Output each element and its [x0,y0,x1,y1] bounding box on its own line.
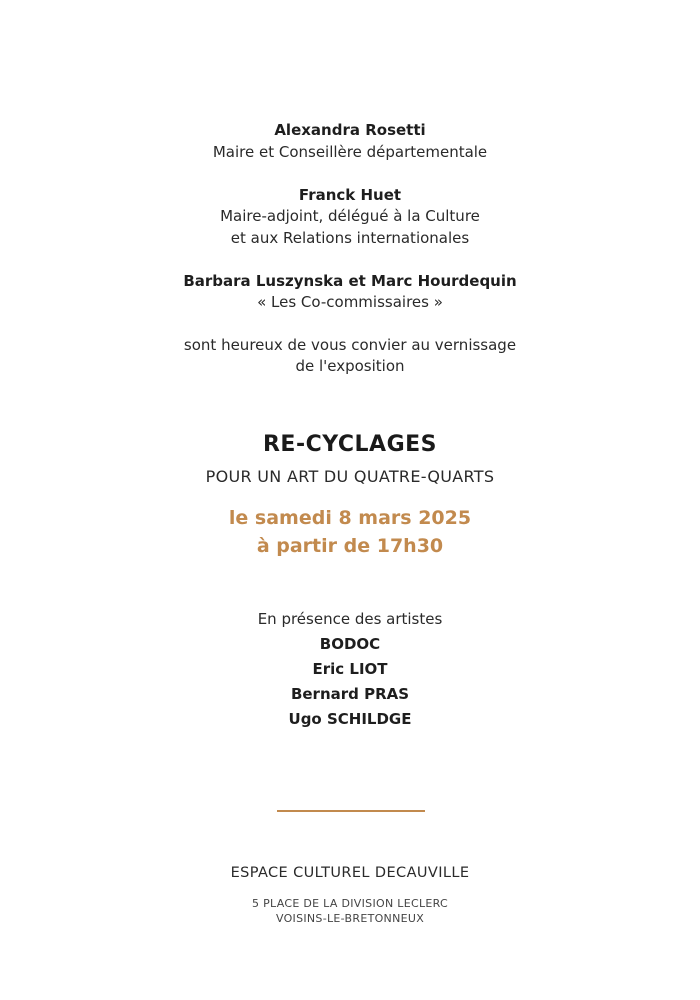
invitation-line-2: de l'exposition [295,357,405,375]
host-role-1: Maire et Conseillère départementale [212,143,488,161]
artist-name-3: Bernard PRAS [290,685,410,703]
event-time: à partir de 17h30 [256,535,444,557]
artist-name-4: Ugo SCHILDGE [288,710,412,728]
exhibition-subtitle: POUR UN ART DU QUATRE-QUARTS [205,467,495,486]
exhibition-title: RE-CYCLAGES [262,432,437,457]
host-name-3: Barbara Luszynska et Marc Hourdequin [183,272,517,290]
venue-address-line-1: 5 PLACE DE LA DIVISION LECLERC [252,897,448,910]
venue-address-line-2: VOISINS-LE-BRETONNEUX [275,912,425,925]
host-role-2-line-2: et aux Relations internationales [230,229,470,247]
artists-intro: En présence des artistes [257,610,443,628]
artist-name-2: Eric LIOT [312,660,388,678]
venue-name: ESPACE CULTUREL DECAUVILLE [230,865,470,881]
host-role-3: « Les Co-commissaires » [257,293,443,311]
invitation-line-1: sont heureux de vous convier au vernissage [183,336,517,354]
host-name-1: Alexandra Rosetti [274,121,426,139]
artist-name-1: BODOC [319,635,381,653]
host-name-2: Franck Huet [298,186,402,204]
divider [277,810,425,812]
host-role-2-line-1: Maire-adjoint, délégué à la Culture [220,207,480,225]
event-date: le samedi 8 mars 2025 [228,507,472,529]
